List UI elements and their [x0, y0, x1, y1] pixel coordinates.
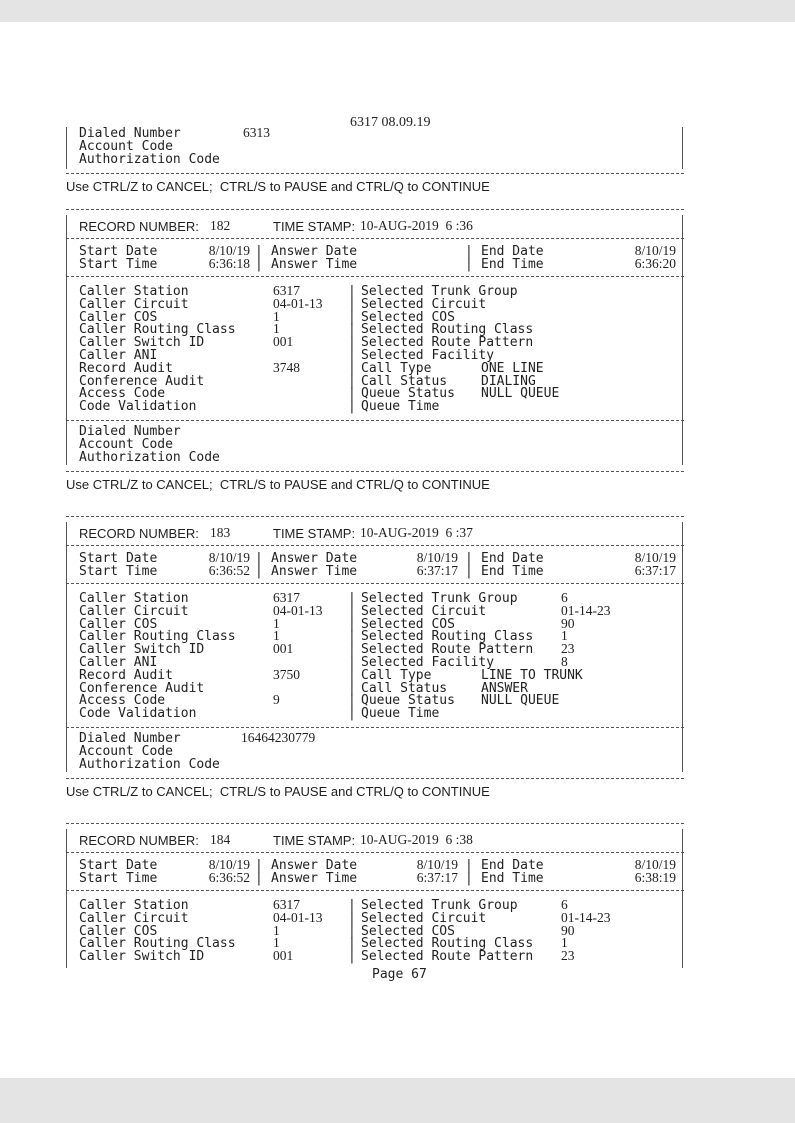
label-end-date: End Date [481, 551, 544, 566]
top-dialed-value: 6313 [243, 125, 270, 140]
record-number-label: RECORD NUMBER: [79, 219, 199, 234]
cancel-instruction: Use CTRL/Z to CANCEL; CTRL/S to PAUSE and CTRL/Q to CONTINUE [66, 784, 490, 799]
caller-values [273, 592, 323, 720]
selected-value: 8 [561, 653, 568, 669]
selected-label: Selected COS [361, 616, 455, 632]
record-number-value: 182 [210, 218, 231, 233]
record-left-border [66, 829, 67, 968]
record-number-value: 183 [210, 525, 231, 540]
cancel-instruction: Use CTRL/Z to CANCEL; CTRL/S to PAUSE and CTRL/Q to CONTINUE [66, 477, 490, 492]
sep: | [255, 858, 263, 873]
sep: | [348, 706, 356, 722]
caller-value: 1 [273, 308, 280, 324]
sep: | [348, 629, 356, 645]
sep: | [348, 309, 356, 325]
caller-label: Caller Switch ID [79, 335, 205, 351]
label-start-date: Start Date [79, 551, 158, 566]
label-answer-time: Answer Time [271, 871, 358, 886]
bottom-labels [79, 733, 220, 771]
caller-label: Caller Station [79, 591, 189, 606]
selected-label: Selected Trunk Group [361, 591, 518, 606]
caller-label: Caller Station [79, 898, 189, 913]
call-value: DIALING [481, 373, 536, 389]
sep: | [348, 936, 356, 952]
caller-label: Caller Switch ID [79, 642, 205, 658]
label-end-time: End Time [481, 564, 544, 579]
caller-value: 9 [273, 692, 280, 708]
caller-value: 1 [273, 321, 280, 337]
caller-labels [79, 593, 236, 721]
scan-edge-top [0, 0, 795, 22]
call-value: LINE TO TRUNK [481, 667, 583, 683]
bottom-label: Dialed Number [79, 424, 181, 439]
caller-label: Caller COS [79, 309, 158, 325]
column-separator [348, 900, 356, 964]
call-value: NULL QUEUE [481, 693, 560, 709]
selected-label: Selected Routing Class [361, 629, 534, 645]
sep: | [255, 871, 263, 886]
call-value: ANSWER [481, 680, 528, 696]
label-start-time: Start Time [79, 564, 158, 579]
call-values [481, 286, 559, 414]
selected-value: 1 [561, 935, 568, 951]
caller-label: Caller Routing Class [79, 322, 236, 338]
sep: | [348, 898, 356, 913]
cancel-instruction: Use CTRL/Z to CANCEL; CTRL/S to PAUSE and CTRL/Q to CONTINUE [66, 179, 490, 194]
top-labels [79, 128, 220, 166]
sep: | [348, 654, 356, 670]
caller-value [273, 707, 323, 720]
bottom-label: Authorization Code [79, 449, 220, 465]
selected-value: 6 [561, 897, 568, 912]
divider [66, 173, 684, 174]
divider [66, 471, 684, 472]
bottom-labels [79, 426, 220, 464]
label-end-date: End Date [481, 858, 544, 873]
divider [66, 852, 684, 853]
selected-value: 6 [561, 590, 568, 605]
record-top-rule [66, 516, 684, 517]
placeholder [481, 337, 559, 350]
sep: | [348, 616, 356, 632]
divider [66, 276, 684, 277]
selected-label: Selected Circuit [361, 910, 487, 926]
sep: | [348, 591, 356, 606]
record-number-label: RECORD NUMBER: [79, 526, 199, 541]
record-top-rule [66, 823, 684, 824]
selected-value: 01-14-23 [561, 909, 611, 925]
sep: | [348, 680, 356, 696]
answer-date-value: 8/10/19 [416, 550, 458, 565]
caller-labels [79, 900, 236, 964]
selected-label: Selected Route Pattern [361, 949, 534, 965]
caller-label: Caller Circuit [79, 296, 189, 312]
caller-value [273, 375, 323, 388]
label-end-time: End Time [481, 871, 544, 886]
selected-label: Selected Trunk Group [361, 284, 518, 299]
sep: | [348, 373, 356, 389]
caller-value: 1 [273, 628, 280, 644]
sep: | [348, 347, 356, 363]
sep: | [465, 257, 473, 272]
start-date-value: 8/10/19 [208, 243, 250, 258]
caller-value: 3750 [273, 666, 300, 682]
caller-value: 3748 [273, 359, 300, 375]
caller-label: Caller Circuit [79, 603, 189, 619]
record-left-border [66, 215, 67, 465]
caller-value: 001 [273, 948, 294, 964]
caller-value: 6317 [273, 283, 300, 298]
selected-label: Selected Route Pattern [361, 642, 534, 658]
sep: | [348, 910, 356, 926]
selected-label: Selected Facility [361, 654, 495, 670]
placeholder [481, 312, 559, 325]
page-number: Page 67 [372, 967, 427, 982]
column-separator [348, 593, 356, 721]
caller-value: 1 [273, 935, 280, 951]
record-right-border [682, 215, 683, 465]
divider [66, 583, 684, 584]
selected-label: Selected Circuit [361, 603, 487, 619]
label-end-time: End Time [481, 257, 544, 272]
timestamp-label: TIME STAMP: [273, 833, 356, 848]
end-date-value: 8/10/19 [634, 857, 676, 872]
selected-label: Selected Trunk Group [361, 898, 518, 913]
timestamp-value: 10-AUG-2019 6 :38 [360, 832, 473, 847]
end-date-value: 8/10/19 [634, 243, 676, 258]
selected-label: Queue Status [361, 693, 455, 709]
caller-label: Caller Station [79, 284, 189, 299]
placeholder [481, 286, 559, 299]
sep: | [465, 551, 473, 566]
divider [66, 420, 684, 421]
answer-date-value: 8/10/19 [416, 857, 458, 872]
label-start-time: Start Time [79, 257, 158, 272]
caller-value: 6317 [273, 897, 300, 912]
sep: | [348, 386, 356, 402]
sep: | [348, 642, 356, 658]
caller-value [273, 400, 323, 413]
selected-labels [361, 900, 533, 964]
divider [66, 238, 684, 239]
dialed-number-value: 16464230779 [241, 730, 316, 745]
selected-label: Selected Circuit [361, 296, 487, 312]
sep: | [348, 603, 356, 619]
selected-label: Queue Time [361, 399, 440, 415]
call-value: ONE LINE [481, 360, 544, 376]
selected-label: Call Type [361, 667, 432, 683]
divider [66, 545, 684, 546]
selected-label: Call Status [361, 373, 448, 389]
timestamp-label: TIME STAMP: [273, 219, 356, 234]
timestamp-label: TIME STAMP: [273, 526, 356, 541]
selected-label: Selected Route Pattern [361, 335, 534, 351]
placeholder [481, 324, 559, 337]
label-dialed-number: Dialed Number [79, 126, 181, 141]
selected-value: 90 [561, 615, 575, 631]
left-border [66, 127, 67, 169]
placeholder [481, 299, 559, 312]
selected-label: Call Status [361, 680, 448, 696]
caller-label: Caller Routing Class [79, 629, 236, 645]
sep: | [255, 551, 263, 566]
answer-time-value: 6:37:17 [416, 563, 458, 578]
placeholder [561, 707, 611, 720]
caller-label: Code Validation [79, 706, 197, 722]
sep: | [348, 360, 356, 376]
selected-label: Selected Routing Class [361, 936, 534, 952]
label-answer-time: Answer Time [271, 564, 358, 579]
caller-label: Record Audit [79, 360, 173, 376]
divider [66, 890, 684, 891]
selected-value: 1 [561, 628, 568, 644]
selected-value: 23 [561, 948, 575, 964]
end-time-value: 6:38:19 [634, 870, 676, 885]
call-value: NULL QUEUE [481, 386, 560, 402]
caller-value: 001 [273, 641, 294, 657]
label-account-code: Account Code [79, 138, 173, 154]
caller-value: 04-01-13 [273, 295, 323, 311]
sep: | [465, 564, 473, 579]
caller-label: Access Code [79, 693, 166, 709]
label-answer-date: Answer Date [271, 551, 358, 566]
caller-label: Caller Routing Class [79, 936, 236, 952]
end-time-value: 6:36:20 [634, 256, 676, 271]
page-header: 6317 08.09.19 [350, 115, 431, 130]
start-date-value: 8/10/19 [208, 857, 250, 872]
selected-value: 23 [561, 641, 575, 657]
selected-values [561, 899, 611, 963]
selected-values [561, 592, 611, 720]
sep: | [348, 322, 356, 338]
sep: | [348, 923, 356, 939]
caller-value [273, 387, 323, 400]
bottom-label: Account Code [79, 436, 173, 452]
placeholder [561, 694, 611, 707]
end-time-value: 6:37:17 [634, 563, 676, 578]
sep: | [348, 693, 356, 709]
selected-label: Queue Status [361, 386, 455, 402]
caller-label: Caller Switch ID [79, 949, 205, 965]
record-left-border [66, 522, 67, 772]
caller-label: Record Audit [79, 667, 173, 683]
caller-label: Caller COS [79, 923, 158, 939]
label-end-date: End Date [481, 244, 544, 259]
sep: | [255, 244, 263, 259]
end-date-value: 8/10/19 [634, 550, 676, 565]
caller-value [273, 682, 323, 695]
caller-values [273, 899, 323, 963]
caller-value: 04-01-13 [273, 909, 323, 925]
start-time-value: 6:36:52 [208, 563, 250, 578]
caller-label: Caller COS [79, 616, 158, 632]
sep: | [348, 335, 356, 351]
selected-label: Selected Routing Class [361, 322, 534, 338]
start-time-value: 6:36:18 [208, 256, 250, 271]
record-top-rule [66, 209, 684, 210]
selected-label: Selected COS [361, 309, 455, 325]
record-number-label: RECORD NUMBER: [79, 833, 199, 848]
caller-value: 1 [273, 922, 280, 938]
sep: | [465, 244, 473, 259]
caller-labels [79, 286, 236, 414]
start-time-value: 6:36:52 [208, 870, 250, 885]
caller-label: Access Code [79, 386, 166, 402]
label-answer-time: Answer Time [271, 257, 358, 272]
selected-label: Call Type [361, 360, 432, 376]
label-authorization-code: Authorization Code [79, 151, 220, 167]
sep: | [348, 284, 356, 299]
answer-time-value: 6:37:17 [416, 870, 458, 885]
selected-value: 01-14-23 [561, 602, 611, 618]
label-start-date: Start Date [79, 858, 158, 873]
caller-label: Conference Audit [79, 373, 205, 389]
sep: | [465, 871, 473, 886]
sep: | [348, 399, 356, 415]
caller-values [273, 285, 323, 413]
placeholder [561, 669, 611, 682]
timestamp-value: 10-AUG-2019 6 :36 [360, 218, 473, 233]
sep: | [465, 858, 473, 873]
selected-label: Queue Time [361, 706, 440, 722]
caller-value: 6317 [273, 590, 300, 605]
caller-label: Caller ANI [79, 347, 158, 363]
timestamp-value: 10-AUG-2019 6 :37 [360, 525, 473, 540]
bottom-label: Dialed Number [79, 731, 181, 746]
caller-value: 04-01-13 [273, 602, 323, 618]
call-value [481, 401, 559, 414]
caller-label: Code Validation [79, 399, 197, 415]
record-number-value: 184 [210, 832, 231, 847]
scan-edge-bottom [0, 1078, 795, 1123]
caller-label: Caller Circuit [79, 910, 189, 926]
column-separator [348, 286, 356, 414]
label-answer-date: Answer Date [271, 858, 358, 873]
sep: | [255, 564, 263, 579]
record-right-border [682, 829, 683, 968]
label-start-date: Start Date [79, 244, 158, 259]
sep: | [348, 296, 356, 312]
bottom-label: Account Code [79, 743, 173, 759]
start-date-value: 8/10/19 [208, 550, 250, 565]
record-right-border [682, 522, 683, 772]
label-start-time: Start Time [79, 871, 158, 886]
selected-label: Selected Facility [361, 347, 495, 363]
bottom-label: Authorization Code [79, 756, 220, 772]
label-answer-date: Answer Date [271, 244, 358, 259]
placeholder [561, 682, 611, 695]
sep: | [348, 949, 356, 965]
caller-label: Conference Audit [79, 680, 205, 696]
caller-value: 1 [273, 615, 280, 631]
sep: | [348, 667, 356, 683]
right-border [682, 127, 683, 169]
caller-value: 001 [273, 334, 294, 350]
caller-label: Caller ANI [79, 654, 158, 670]
sep: | [255, 257, 263, 272]
divider [66, 727, 684, 728]
selected-label: Selected COS [361, 923, 455, 939]
selected-value: 90 [561, 922, 575, 938]
divider [66, 778, 684, 779]
